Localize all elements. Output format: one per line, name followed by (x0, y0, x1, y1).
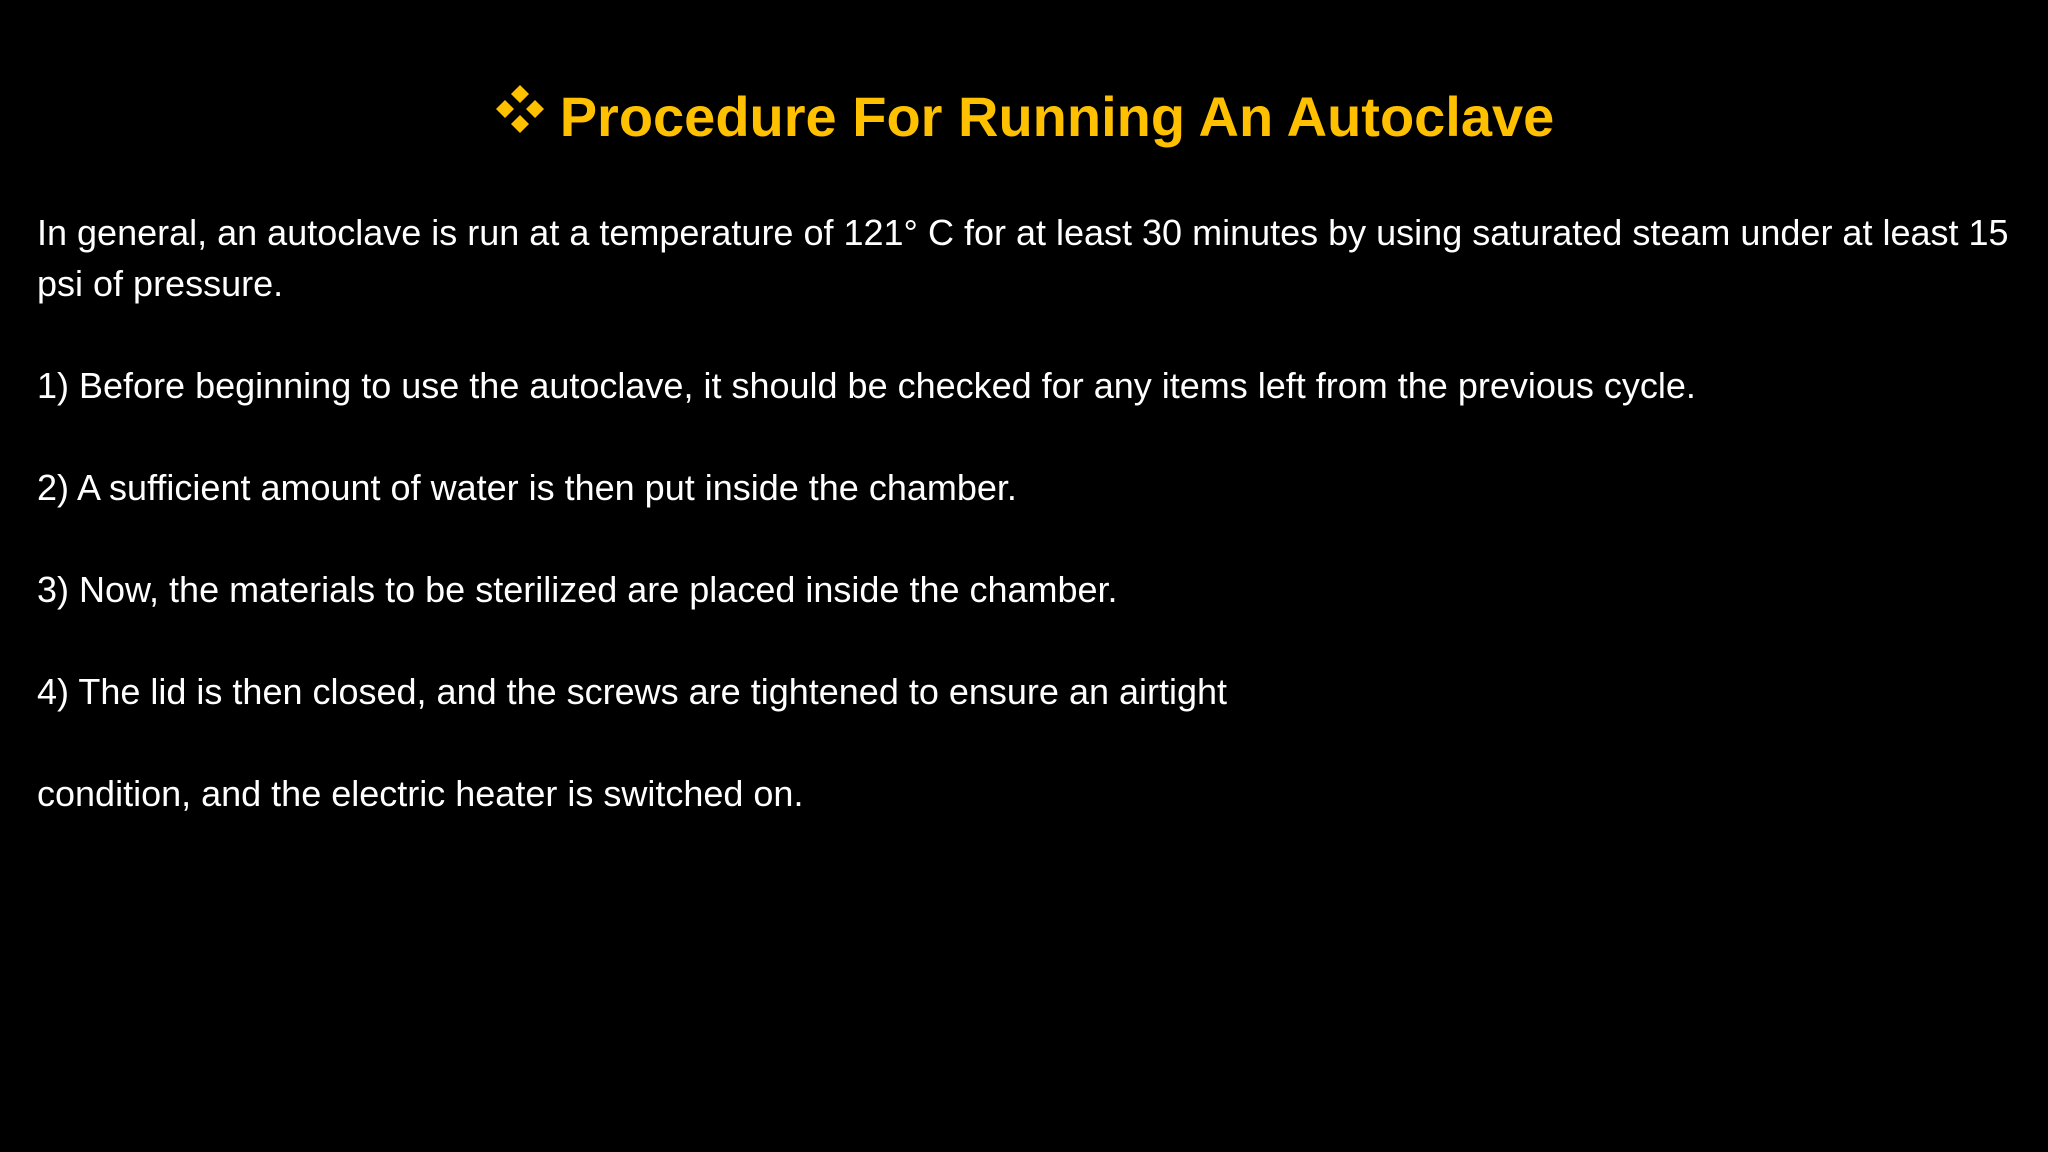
step-2: 2) A sufficient amount of water is then put inside the chamber. (37, 467, 1017, 508)
step-3: 3) Now, the materials to be sterilized are placed inside the chamber. (37, 569, 1118, 610)
slide-title: Procedure For Running An Autoclave (559, 85, 1555, 148)
slide-title-row (0, 84, 2048, 149)
intro-paragraph: In general, an autoclave is run at a temperature of 121° C for at least 30 minutes by using saturated steam under at least 15 psi of pressure. (37, 212, 2009, 304)
step-1: 1) Before beginning to use the autoclave, it should be checked for any items left from the previous cycle. (37, 365, 1696, 406)
paragraph-spacer (37, 309, 2027, 360)
four-diamond-bullet-icon (494, 83, 546, 135)
slide-body (37, 207, 2027, 819)
paragraph-spacer (37, 717, 2027, 768)
paragraph-spacer (37, 513, 2027, 564)
step-4: 4) The lid is then closed, and the screws are tightened to ensure an airtight (37, 671, 1228, 712)
step-4-continuation: condition, and the electric heater is switched on. (37, 773, 804, 814)
paragraph-spacer (37, 411, 2027, 462)
paragraph-spacer (37, 615, 2027, 666)
